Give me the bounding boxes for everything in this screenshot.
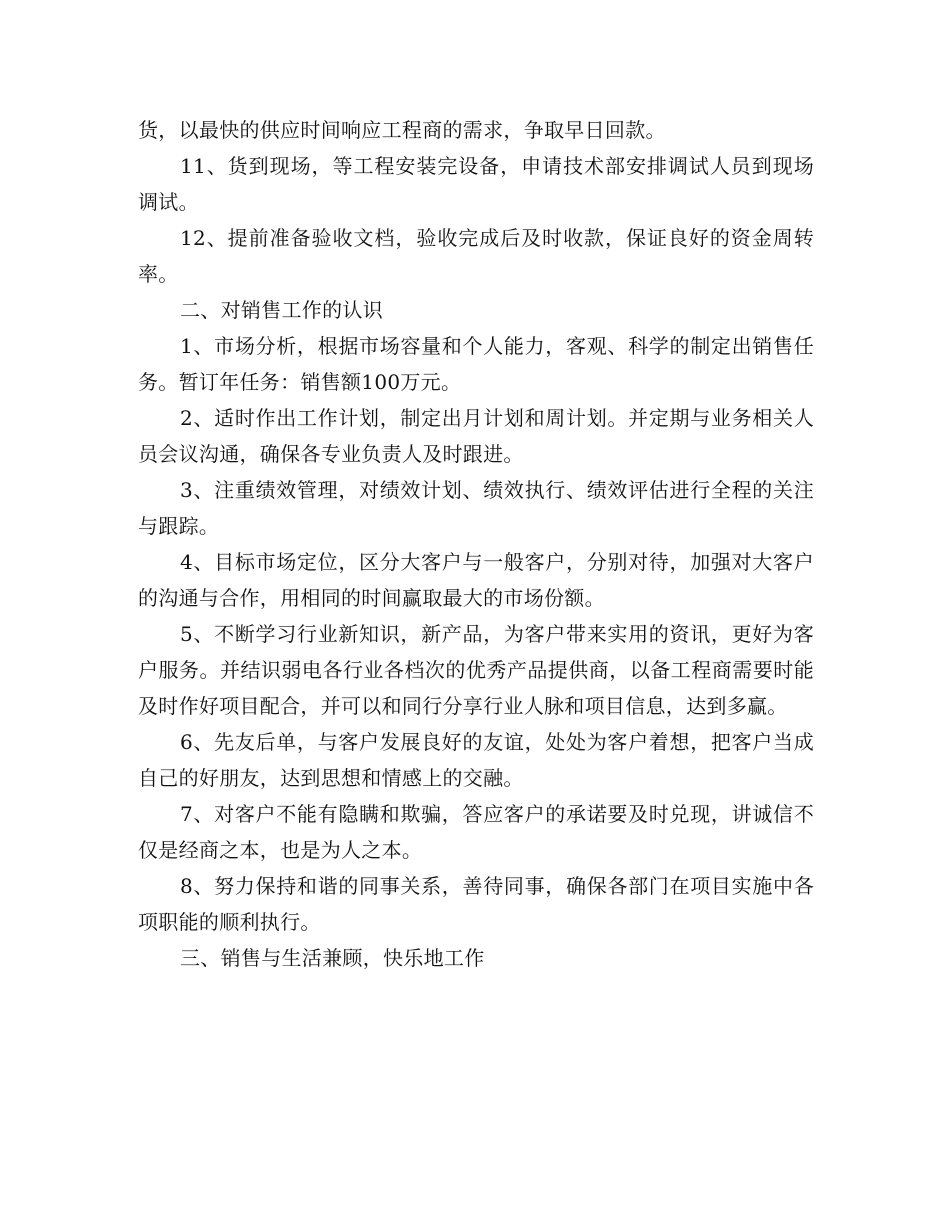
paragraph-item-1: 1、市场分析，根据市场容量和个人能力，客观、科学的制定出销售任务。暂订年任务：销售额100万元。 <box>138 334 814 394</box>
paragraph-item-7: 7、对客户不能有隐瞒和欺骗，答应客户的承诺要及时兑现，讲诚信不仅是经商之本，也是为人之本。 <box>138 802 814 862</box>
paragraph-continued: 货，以最快的供应时间响应工程商的需求，争取早日回款。 <box>138 118 666 142</box>
paragraph-item-6: 6、先友后单，与客户发展良好的友谊，处处为客户着想，把客户当成自己的好朋友，达到思想和情感上的交融。 <box>138 730 814 790</box>
section-heading-3: 三、销售与生活兼顾，快乐地工作 <box>180 946 485 970</box>
paragraph-item-2: 2、适时作出工作计划，制定出月计划和周计划。并定期与业务相关人员会议沟通，确保各专业负责人及时跟进。 <box>138 406 814 466</box>
paragraph-item-12: 12、提前准备验收文档，验收完成后及时收款，保证良好的资金周转率。 <box>138 226 814 286</box>
paragraph-item-8: 8、努力保持和谐的同事关系，善待同事，确保各部门在项目实施中各项职能的顺利执行。 <box>138 874 814 934</box>
paragraph-item-4: 4、目标市场定位，区分大客户与一般客户，分别对待，加强对大客户的沟通与合作，用相同的时间赢取最大的市场份额。 <box>138 550 814 610</box>
section-heading-2: 二、对销售工作的认识 <box>180 298 383 322</box>
paragraph-item-3: 3、注重绩效管理，对绩效计划、绩效执行、绩效评估进行全程的关注与跟踪。 <box>138 478 814 538</box>
document-body <box>138 112 814 976</box>
paragraph-item-11: 11、货到现场，等工程安装完设备，申请技术部安排调试人员到现场调试。 <box>138 154 814 214</box>
paragraph-item-5: 5、不断学习行业新知识，新产品，为客户带来实用的资讯，更好为客户服务。并结识弱电各行业各档次的优秀产品提供商，以备工程商需要时能及时作好项目配合，并可以和同行分享行业人脉和项目信息，达到多赢。 <box>138 622 814 718</box>
